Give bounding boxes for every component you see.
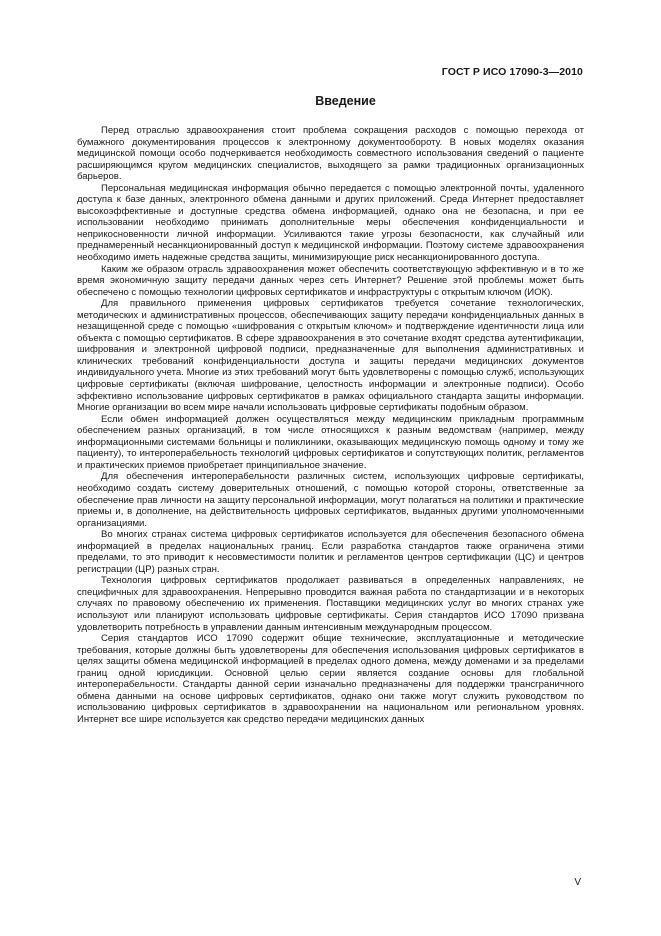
paragraph: Во многих странах система цифровых сертификатов используется для обеспечения безопасного обмена информацией в пределах национальных границ. Если разработка стандартов также ограничена этими пределами, то это приводит к несовместимости политик и регламентов центров сертификации (ЦС) и центров регистрации (ЦР) разных стран. xyxy=(77,529,584,575)
paragraph: Для обеспечения интероперабельности различных систем, использующих цифровые сертификаты, необходимо создать систему доверительных отношений, с помощью которой стороны, ответственные за обеспечение прав личности на защиту персональной информации, могут полагаться на политики и практические приемы и, в дополнение, на действительность цифровых сертификатов, выданных другими уполномоченными организациями. xyxy=(77,471,584,529)
document-code: ГОСТ Р ИСО 17090-3—2010 xyxy=(441,66,583,78)
paragraph: Персональная медицинская информация обычно передается с помощью электронной почты, удаленного доступа к базе данных, электронного обмена данными и других приложений. Среда Интернет предоставляет высокоэффективные и доступные средства обмена информацией, однако она не безопасна, и при ее использовании необходимо принимать дополнительные меры обеспечения конфиденциальности и неприкосновенности личной информации. Усиливаются такие угрозы безопасности, как случайный или преднамеренный несанкционированный доступ к медицинской информации. Поэтому системе здравоохранения необходимо иметь надежные средства защиты, минимизирующие риск несанкционированного доступа. xyxy=(77,182,584,264)
paragraph: Перед отраслью здравоохранения стоит проблема сокращения расходов с помощью перехода от бумажного документирования процессов к электронному документообороту. В новых моделях оказания медицинской помощи особо подчеркивается необходимость совместного использования сведений о пациенте расширяющимся кругом медицинских специалистов, выходящего за рамки традиционных организационных барьеров. xyxy=(77,125,584,183)
paragraph: Если обмен информацией должен осуществляться между медицинским прикладным программным обеспечением разных организаций, в том числе относящихся к разным ведомствам (например, между информационными системами больницы и поликлиники, оказывающих медицинскую помощь одному и тому же пациенту), то интероперабельность технологий цифровых сертификатов и сопутствующих политик, регламентов и практических приемов приобретает принципиальное значение. xyxy=(77,413,584,471)
paragraph: Каким же образом отрасль здравоохранения может обеспечить соответствующую эффективную и в то же время экономичную защиту передачи данных через сеть Интернет? Решение этой проблемы может быть обеспечено с помощью технологии цифровых сертификатов и инфраструктуры с открытым ключом (ИОК). xyxy=(77,263,584,298)
body-text xyxy=(77,125,584,725)
paragraph: Серия стандартов ИСО 17090 содержит общие технические, эксплуатационные и методические требования, которые должны быть удовлетворены для обеспечения использования цифровых сертификатов в целях защиты обмена медицинской информацией в пределах одного домена, между доменами и за пределами границ одной юрисдикции. Основной целью серии является создание основы для глобальной интероперабельности. Стандарты данной серии изначально предназначены для поддержки трансграничного обмена данными на основе цифровых сертификатов, однако они также могут служить руководством по использованию цифровых сертификатов в здравоохранении на национальном или региональном уровнях. Интернет все шире используется как средство передачи медицинских данных xyxy=(77,633,584,725)
page-number: V xyxy=(574,877,581,888)
section-title: Введение xyxy=(315,94,376,108)
paragraph: Технология цифровых сертификатов продолжает развиваться в определенных направлениях, не специфичных для здравоохранения. Непрерывно проводится важная работа по стандартизации и в некоторых случаях по правовому обеспечению их применения. Поставщики медицинских услуг во многих странах уже используют или планируют использовать цифровые сертификаты. Серия стандартов ИСО 17090 призвана удовлетворить потребность в управлении данным интенсивным международным процессом. xyxy=(77,575,584,633)
paragraph: Для правильного применения цифровых сертификатов требуется сочетание технологических, методических и административных процессов, обеспечивающих защиту передачи конфиденциальных данных в незащищенной среде с помощью «шифрования с открытым ключом» и подтверждение идентичности лица или объекта с помощью сертификатов. В сфере здравоохранения в это сочетание входят средства аутентификации, шифрования и электронной цифровой подписи, предназначенные для выполнения административных и клинических требований конфиденциальности доступа и защиты передачи медицинских документов индивидуального учета. Многие из этих требований могут быть удовлетворены с помощью служб, использующих цифровые сертификаты (включая шифрование, целостность информации и электронные подписи). Особо эффективно использование цифровых сертификатов в рамках официального стандарта защиты информации. Многие организации во всем мире начали использовать цифровые сертификаты подобным образом. xyxy=(77,298,584,414)
